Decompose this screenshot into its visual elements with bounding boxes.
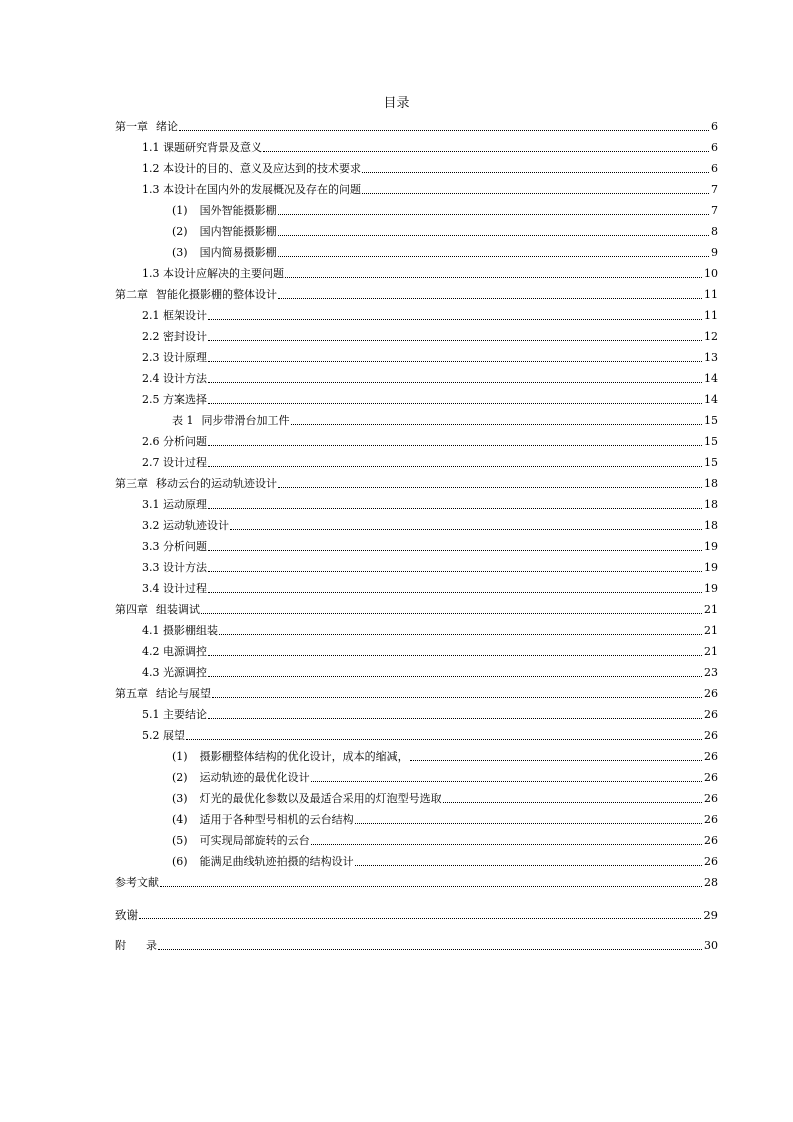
- toc-entry[interactable]: [115, 937, 718, 953]
- dot-leader: [186, 739, 702, 740]
- toc-entry-page: 15: [704, 456, 718, 469]
- dot-leader: [311, 781, 702, 782]
- toc-entry-title: 国内简易摄影棚: [199, 246, 277, 259]
- toc-entry-label: [115, 908, 138, 922]
- toc-entry-page: 6: [711, 141, 718, 154]
- toc-entry-page: 28: [704, 876, 718, 889]
- toc-entry-title: 5.2 展望: [142, 729, 185, 742]
- dot-leader: [208, 382, 702, 383]
- toc-entry-label: [142, 330, 207, 344]
- toc-entry-number: (4): [172, 813, 188, 826]
- toc-entry-title: 致谢: [115, 908, 138, 922]
- toc-entry[interactable]: [142, 307, 718, 323]
- toc-entry[interactable]: [172, 769, 718, 785]
- dot-leader: [208, 592, 702, 593]
- toc-entry[interactable]: [142, 391, 718, 407]
- toc-entry-page: 26: [704, 792, 718, 805]
- toc-entry-title: 3.1 运动原理: [142, 498, 207, 511]
- toc-entry-label: [142, 561, 207, 575]
- dot-leader: [362, 193, 709, 194]
- toc-entry-label: [142, 582, 207, 596]
- toc-entry-number: 表 1: [172, 414, 194, 427]
- toc-entry-label: [142, 540, 207, 554]
- toc-entry-title: 智能化摄影棚的整体设计: [156, 288, 277, 301]
- dot-leader: [158, 949, 702, 950]
- toc-entry[interactable]: [142, 328, 718, 344]
- toc-entry[interactable]: [172, 790, 718, 806]
- toc-entry-title: 可实现局部旋转的云台: [199, 834, 310, 847]
- dot-leader: [355, 865, 702, 866]
- toc-entry-label: [172, 813, 354, 827]
- toc-entry-label: [142, 393, 207, 407]
- toc-entry-label: [142, 729, 185, 743]
- toc-entry-page: 14: [704, 393, 718, 406]
- toc-entry-label: [115, 288, 277, 302]
- dot-leader: [208, 403, 702, 404]
- toc-entry-page: 26: [704, 813, 718, 826]
- toc-entry-title: 3.4 设计过程: [142, 582, 207, 595]
- toc-entry-label: [172, 750, 409, 764]
- toc-entry[interactable]: [142, 496, 718, 512]
- toc-entry-number: 第一章: [115, 120, 148, 133]
- dot-leader: [208, 340, 702, 341]
- toc-entry[interactable]: [172, 748, 718, 764]
- dot-leader: [160, 886, 702, 887]
- toc-entry-title: 国外智能摄影棚: [199, 204, 277, 217]
- toc-entry-title: 3.3 分析问题: [142, 540, 207, 553]
- toc-entry[interactable]: [172, 223, 718, 239]
- toc-entry-page: 26: [704, 687, 718, 700]
- toc-entry[interactable]: [142, 349, 718, 365]
- toc-entry-page: 21: [704, 603, 718, 616]
- toc-entry-title: 组装调试: [156, 603, 200, 616]
- toc-entry[interactable]: [142, 727, 718, 743]
- toc-entry-title: 2.1 框架设计: [142, 309, 207, 322]
- dot-leader: [291, 424, 703, 425]
- dot-leader: [230, 529, 702, 530]
- dot-leader: [212, 697, 702, 698]
- dot-leader: [219, 634, 702, 635]
- toc-entry-title: 移动云台的运动轨迹设计: [156, 477, 277, 490]
- toc-entry-number: 附: [115, 939, 126, 952]
- toc-entry-title: 5.1 主要结论: [142, 708, 207, 721]
- toc-entry[interactable]: [142, 139, 718, 155]
- toc-entry-label: [172, 204, 277, 218]
- toc-entry-page: 18: [704, 519, 718, 532]
- toc-entry-page: 14: [704, 372, 718, 385]
- toc-entry-number: (1): [172, 204, 188, 217]
- toc-entry-label: [142, 183, 361, 197]
- toc-entry[interactable]: [142, 517, 718, 533]
- toc-entry[interactable]: [115, 685, 718, 701]
- toc-entry-number: 第四章: [115, 603, 148, 616]
- toc-entry-label: [115, 939, 157, 953]
- toc-entry-label: [115, 477, 277, 491]
- toc-entry-page: 21: [704, 645, 718, 658]
- toc-entry-page: 6: [711, 120, 718, 133]
- toc-entry-title: 2.3 设计原理: [142, 351, 207, 364]
- toc-entry-page: 30: [704, 939, 718, 952]
- toc-entry[interactable]: [115, 286, 718, 302]
- toc-entry-title: 2.6 分析问题: [142, 435, 207, 448]
- toc-entry-number: (2): [172, 225, 188, 238]
- toc-entry-page: 26: [704, 729, 718, 742]
- toc-entry-page: 26: [704, 855, 718, 868]
- toc-entry-number: (2): [172, 771, 188, 784]
- toc-entry-number: (3): [172, 246, 188, 259]
- toc-entry-label: [172, 414, 290, 428]
- toc-entry-label: [172, 771, 310, 785]
- dot-leader: [278, 298, 702, 299]
- toc-entry-label: [172, 855, 354, 869]
- toc-entry-title: 2.7 设计过程: [142, 456, 207, 469]
- toc-entry-label: [142, 624, 218, 638]
- dot-leader: [208, 361, 702, 362]
- toc-entry[interactable]: [142, 181, 718, 197]
- toc-entry-title: 运动轨迹的最优化设计: [199, 771, 310, 784]
- toc-entry[interactable]: [142, 433, 718, 449]
- toc-entry-title: 3.3 设计方法: [142, 561, 207, 574]
- toc-entry-label: [142, 309, 207, 323]
- toc-entry-label: [142, 267, 284, 281]
- toc-entry[interactable]: [142, 664, 718, 680]
- toc-entry-label: [142, 708, 207, 722]
- toc-entry-number: 第五章: [115, 687, 148, 700]
- toc-title: 目录: [383, 96, 410, 111]
- toc-entry-label: [172, 792, 442, 806]
- toc-entry-page: 18: [704, 477, 718, 490]
- toc-entry[interactable]: [142, 559, 718, 575]
- toc-entry-page: 18: [704, 498, 718, 511]
- toc-entry-page: 19: [704, 582, 718, 595]
- toc-entry[interactable]: [172, 202, 718, 218]
- toc-entry-label: [142, 645, 207, 659]
- toc-entry-label: [172, 834, 310, 848]
- toc-entry-title: 灯光的最优化参数以及最适合采用的灯泡型号选取: [199, 792, 442, 805]
- toc-entry-title: 2.5 方案选择: [142, 393, 207, 406]
- toc-entry-title: 能满足曲线轨迹拍摄的结构设计: [199, 855, 354, 868]
- dot-leader: [355, 823, 702, 824]
- toc-entry-label: [115, 687, 211, 701]
- dot-leader: [208, 655, 702, 656]
- dot-leader: [311, 844, 702, 845]
- toc-entry-label: [115, 876, 159, 890]
- toc-entry-page: 19: [704, 540, 718, 553]
- toc-entry-number: (3): [172, 792, 188, 805]
- toc-entry-page: 26: [704, 834, 718, 847]
- toc-entry-page: 23: [704, 666, 718, 679]
- dot-leader: [208, 466, 702, 467]
- dot-leader: [410, 760, 702, 761]
- toc-entry[interactable]: [172, 853, 718, 869]
- toc-entry-title: 1.1 课题研究背景及意义: [142, 141, 262, 154]
- toc-entry-label: [142, 372, 207, 386]
- toc-entry-page: 29: [703, 908, 718, 922]
- toc-entry[interactable]: [115, 874, 718, 890]
- toc-entry-page: 26: [704, 771, 718, 784]
- toc-entry-title: 3.2 运动轨迹设计: [142, 519, 229, 532]
- toc-entry-number: (5): [172, 834, 188, 847]
- toc-entry[interactable]: [142, 622, 718, 638]
- dot-leader: [208, 571, 702, 572]
- toc-entry-label: [115, 603, 200, 617]
- toc-entry-page: 11: [704, 309, 718, 322]
- toc-entry-label: [142, 666, 207, 680]
- toc-entry[interactable]: [172, 412, 718, 428]
- toc-entry-label: [172, 246, 277, 260]
- toc-entry[interactable]: [115, 118, 718, 134]
- dot-leader: [139, 918, 701, 919]
- toc-entry-number: (1): [172, 750, 188, 763]
- toc-entry-title: 录: [146, 939, 157, 952]
- dot-leader: [263, 151, 709, 152]
- dot-leader: [208, 319, 702, 320]
- dot-leader: [278, 256, 709, 257]
- toc-entry[interactable]: [172, 811, 718, 827]
- toc-entry-number: 第三章: [115, 477, 148, 490]
- toc-entry-title: 1.3 本设计在国内外的发展概况及存在的问题: [142, 183, 361, 196]
- toc-entry-page: 15: [704, 435, 718, 448]
- toc-entry-label: [142, 141, 262, 155]
- toc-entry-title: 同步带滑台加工件: [201, 414, 290, 427]
- dot-leader: [285, 277, 702, 278]
- toc-entry-page: 6: [711, 162, 718, 175]
- toc-entry-page: 26: [704, 708, 718, 721]
- toc-entry[interactable]: [172, 832, 718, 848]
- toc-entry-page: 10: [704, 267, 718, 280]
- toc-entry-page: 11: [704, 288, 718, 301]
- toc-entry-label: [115, 120, 178, 134]
- toc-entry-page: 21: [704, 624, 718, 637]
- toc-entry-number: 第二章: [115, 288, 148, 301]
- toc-entry[interactable]: [172, 244, 718, 260]
- toc-entry[interactable]: [142, 160, 718, 176]
- toc-entry-label: [142, 162, 361, 176]
- toc-entry-page: 7: [711, 183, 718, 196]
- toc-entry-page: 19: [704, 561, 718, 574]
- dot-leader: [362, 172, 709, 173]
- toc-entry[interactable]: [142, 580, 718, 596]
- dot-leader: [208, 676, 702, 677]
- toc-entry-page: 12: [704, 330, 718, 343]
- toc-entry[interactable]: [142, 454, 718, 470]
- toc-entry-title: 4.3 光源调控: [142, 666, 207, 679]
- dot-leader: [278, 487, 702, 488]
- dot-leader: [208, 718, 702, 719]
- toc-entry-number: (6): [172, 855, 188, 868]
- dot-leader: [278, 214, 709, 215]
- toc-entry[interactable]: [142, 265, 718, 281]
- toc-entry[interactable]: [142, 643, 718, 659]
- toc-entry-label: [142, 435, 207, 449]
- toc-entry[interactable]: [115, 601, 718, 617]
- dot-leader: [179, 130, 709, 131]
- toc-entry-title: 结论与展望: [156, 687, 211, 700]
- toc-entry[interactable]: [142, 706, 718, 722]
- toc-entry-title: 1.3 本设计应解决的主要问题: [142, 267, 284, 280]
- toc-entry[interactable]: [142, 538, 718, 554]
- toc-entry-label: [142, 351, 207, 365]
- toc-entry-page: 7: [711, 204, 718, 217]
- dot-leader: [208, 550, 702, 551]
- dot-leader: [278, 235, 709, 236]
- toc-entry-page: 9: [711, 246, 718, 259]
- toc-entry-title: 1.2 本设计的目的、意义及应达到的技术要求: [142, 162, 361, 175]
- toc-entry-title: 适用于各种型号相机的云台结构: [199, 813, 354, 826]
- toc-entry-page: 13: [704, 351, 718, 364]
- toc-entry-title: 2.4 设计方法: [142, 372, 207, 385]
- toc-entry-title: 4.2 电源调控: [142, 645, 207, 658]
- toc-entry-page: 15: [704, 414, 718, 427]
- toc-entry-label: [142, 519, 229, 533]
- toc-entry-page: 8: [711, 225, 718, 238]
- toc-entry-title: 参考文献: [115, 876, 159, 889]
- toc-entry-title: 摄影棚整体结构的优化设计，成本的缩减，: [199, 750, 409, 763]
- toc-entry[interactable]: [115, 475, 718, 491]
- dot-leader: [201, 613, 702, 614]
- toc-entry-page: 26: [704, 750, 718, 763]
- dot-leader: [208, 508, 702, 509]
- toc-entry[interactable]: [142, 370, 718, 386]
- toc-entry-title: 绪论: [156, 120, 178, 133]
- dot-leader: [443, 802, 702, 803]
- toc-entry-label: [172, 225, 277, 239]
- toc-entry-label: [142, 498, 207, 512]
- toc-entry-title: 2.2 密封设计: [142, 330, 207, 343]
- toc-entry-label: [142, 456, 207, 470]
- toc-entry[interactable]: [115, 906, 718, 922]
- dot-leader: [208, 445, 702, 446]
- toc-entry-title: 4.1 摄影棚组装: [142, 624, 218, 637]
- toc-entry-title: 国内智能摄影棚: [199, 225, 277, 238]
